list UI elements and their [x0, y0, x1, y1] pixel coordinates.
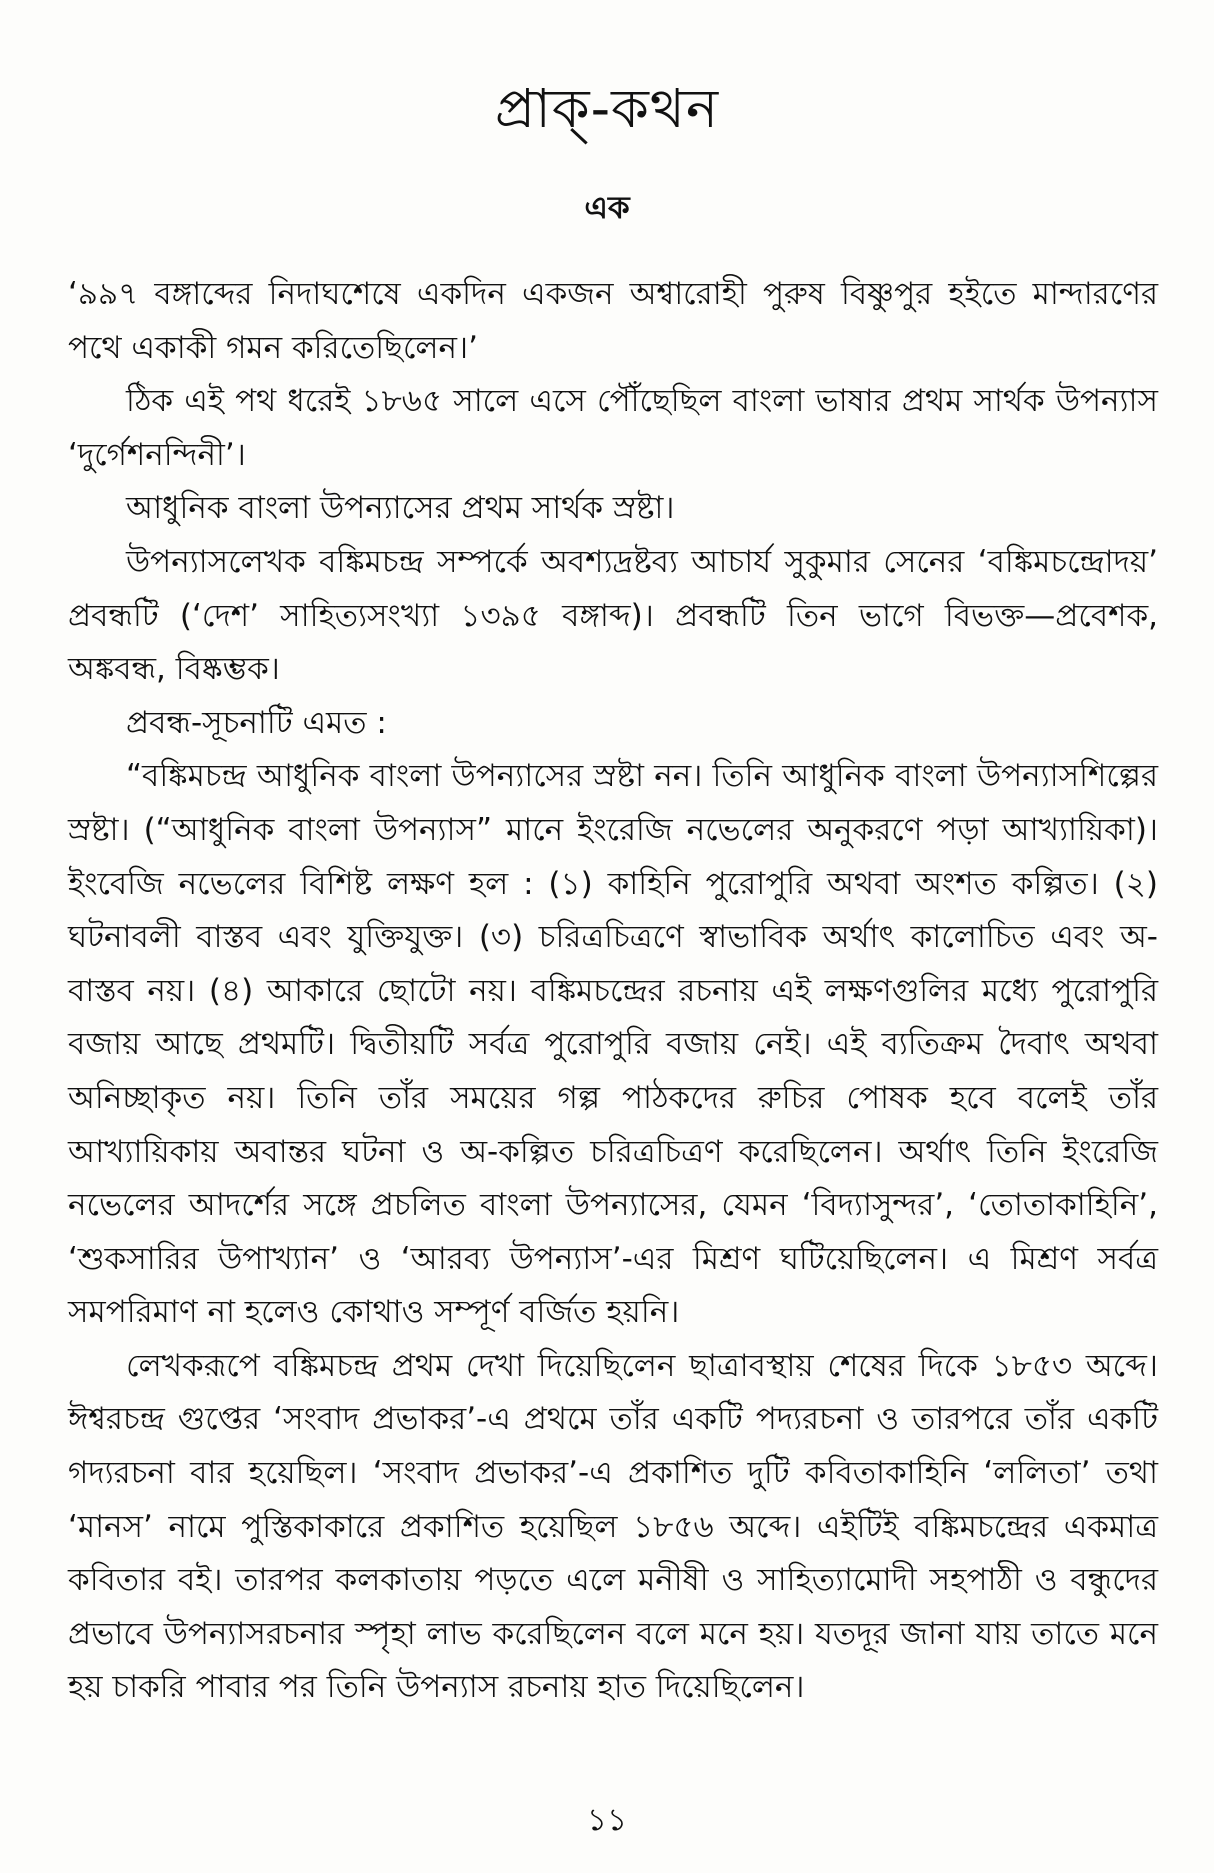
section-heading: এক [584, 190, 630, 226]
paragraph: লেখকরূপে বঙ্কিমচন্দ্র প্রথম দেখা দিয়েছিলেন ছাত্রাবস্থায় শেষের দিকে ১৮৫৩ অব্দে। ঈশ্বরচন্দ্র গুপ্তের ‘সংবাদ প্রভাকর’-এ প্রথমে তাঁর একটি পদ্যরচনা ও তারপরে তাঁর একটি গদ্যরচনা বার হয়েছিল। ‘সংবাদ প্রভাকর’-এ প্রকাশিত দুটি কবিতাকাহিনি ‘ললিতা’ তথা ‘মানস’ নামে পুস্তিকাকারে প্রকাশিত হয়েছিল ১৮৫৬ অব্দে। এইটিই বঙ্কিমচন্দ্রের একমাত্র কবিতার বই। তারপর কলকাতায় পড়তে এলে মনীষী ও সাহিত্যামোদী সহপাঠী ও বন্ধুদের প্রভাবে উপন্যাসরচনার স্পৃহা লাভ করেছিলেন বলে মনে হয়। যতদূর জানা যায় তাতে মনে হয় চাকরি পাবার পর তিনি উপন্যাস রচনায় হাত দিয়েছিলেন। [68, 1347, 1158, 1706]
paragraph: উপন্যাসলেখক বঙ্কিমচন্দ্র সম্পর্কে অবশ্যদ্রষ্টব্য আচার্য সুকুমার সেনের ‘বঙ্কিমচন্দ্রোদয়’ প্রবন্ধটি (‘দেশ’ সাহিত্যসংখ্যা ১৩৯৫ বঙ্গাব্দ)। প্রবন্ধটি তিন ভাগে বিভক্ত—প্রবেশক, অঙ্কবন্ধ, বিষ্কম্ভক। [68, 543, 1158, 688]
paragraph: ঠিক এই পথ ধরেই ১৮৬৫ সালে এসে পৌঁছেছিল বাংলা ভাষার প্রথম সার্থক উপন্যাস ‘দুর্গেশনন্দিনী’। [68, 383, 1158, 473]
paragraph: “বঙ্কিমচন্দ্র আধুনিক বাংলা উপন্যাসের স্রষ্টা নন। তিনি আধুনিক বাংলা উপন্যাসশিল্পের স্রষ্টা। (“আধুনিক বাংলা উপন্যাস” মানে ইংরেজি নভেলের অনুকরণে পড়া আখ্যায়িকা)। ইংবেজি নভেলের বিশিষ্ট লক্ষণ হল : (১) কাহিনি পুরোপুরি অথবা অংশত কল্পিত। (২) ঘটনাবলী বাস্তব এবং যুক্তিযুক্ত। (৩) চরিত্রচিত্রণে স্বাভাবিক অর্থাৎ কালোচিত এবং অ-বাস্তব নয়। (৪) আকারে ছোটো নয়। বঙ্কিমচন্দ্রের রচনায় এই লক্ষণগুলির মধ্যে পুরোপুরি বজায় আছে প্রথমটি। দ্বিতীয়টি সর্বত্র পুরোপুরি বজায় নেই। এই ব্যতিক্রম দৈবাৎ অথবা অনিচ্ছাকৃত নয়। তিনি তাঁর সময়ের গল্প পাঠকদের রুচির পোষক হবে বলেই তাঁর আখ্যায়িকায় অবান্তর ঘটনা ও অ-কল্পিত চরিত্রচিত্রণ করেছিলেন। অর্থাৎ তিনি ইংরেজি নভেলের আদর্শের সঙ্গে প্রচলিত বাংলা উপন্যাসের, যেমন ‘বিদ্যাসুন্দর’, ‘তোতাকাহিনি’, ‘শুকসারির উপাখ্যান’ ও ‘আরব্য উপন্যাস’-এর মিশ্রণ ঘটিয়েছিলেন। এ মিশ্রণ সর্বত্র সমপরিমাণ না হলেও কোথাও সম্পূর্ণ বর্জিত হয়নি। [68, 758, 1158, 1331]
page-title: প্রাক্‌-কথন [494, 77, 720, 141]
paragraph: প্রবন্ধ-সূচনাটি এমত : [126, 704, 387, 741]
page-number: ১১ [586, 1802, 628, 1838]
paragraph: আধুনিক বাংলা উপন্যাসের প্রথম সার্থক স্রষ্টা। [126, 490, 675, 527]
paragraph: ‘৯৯৭ বঙ্গাব্দের নিদাঘশেষে একদিন একজন অশ্বারোহী পুরুষ বিষ্ণুপুর হইতে মান্দারণের পথে একাকী গমন করিতেছিলেন।’ [68, 276, 1158, 366]
body-text [68, 268, 1158, 1715]
